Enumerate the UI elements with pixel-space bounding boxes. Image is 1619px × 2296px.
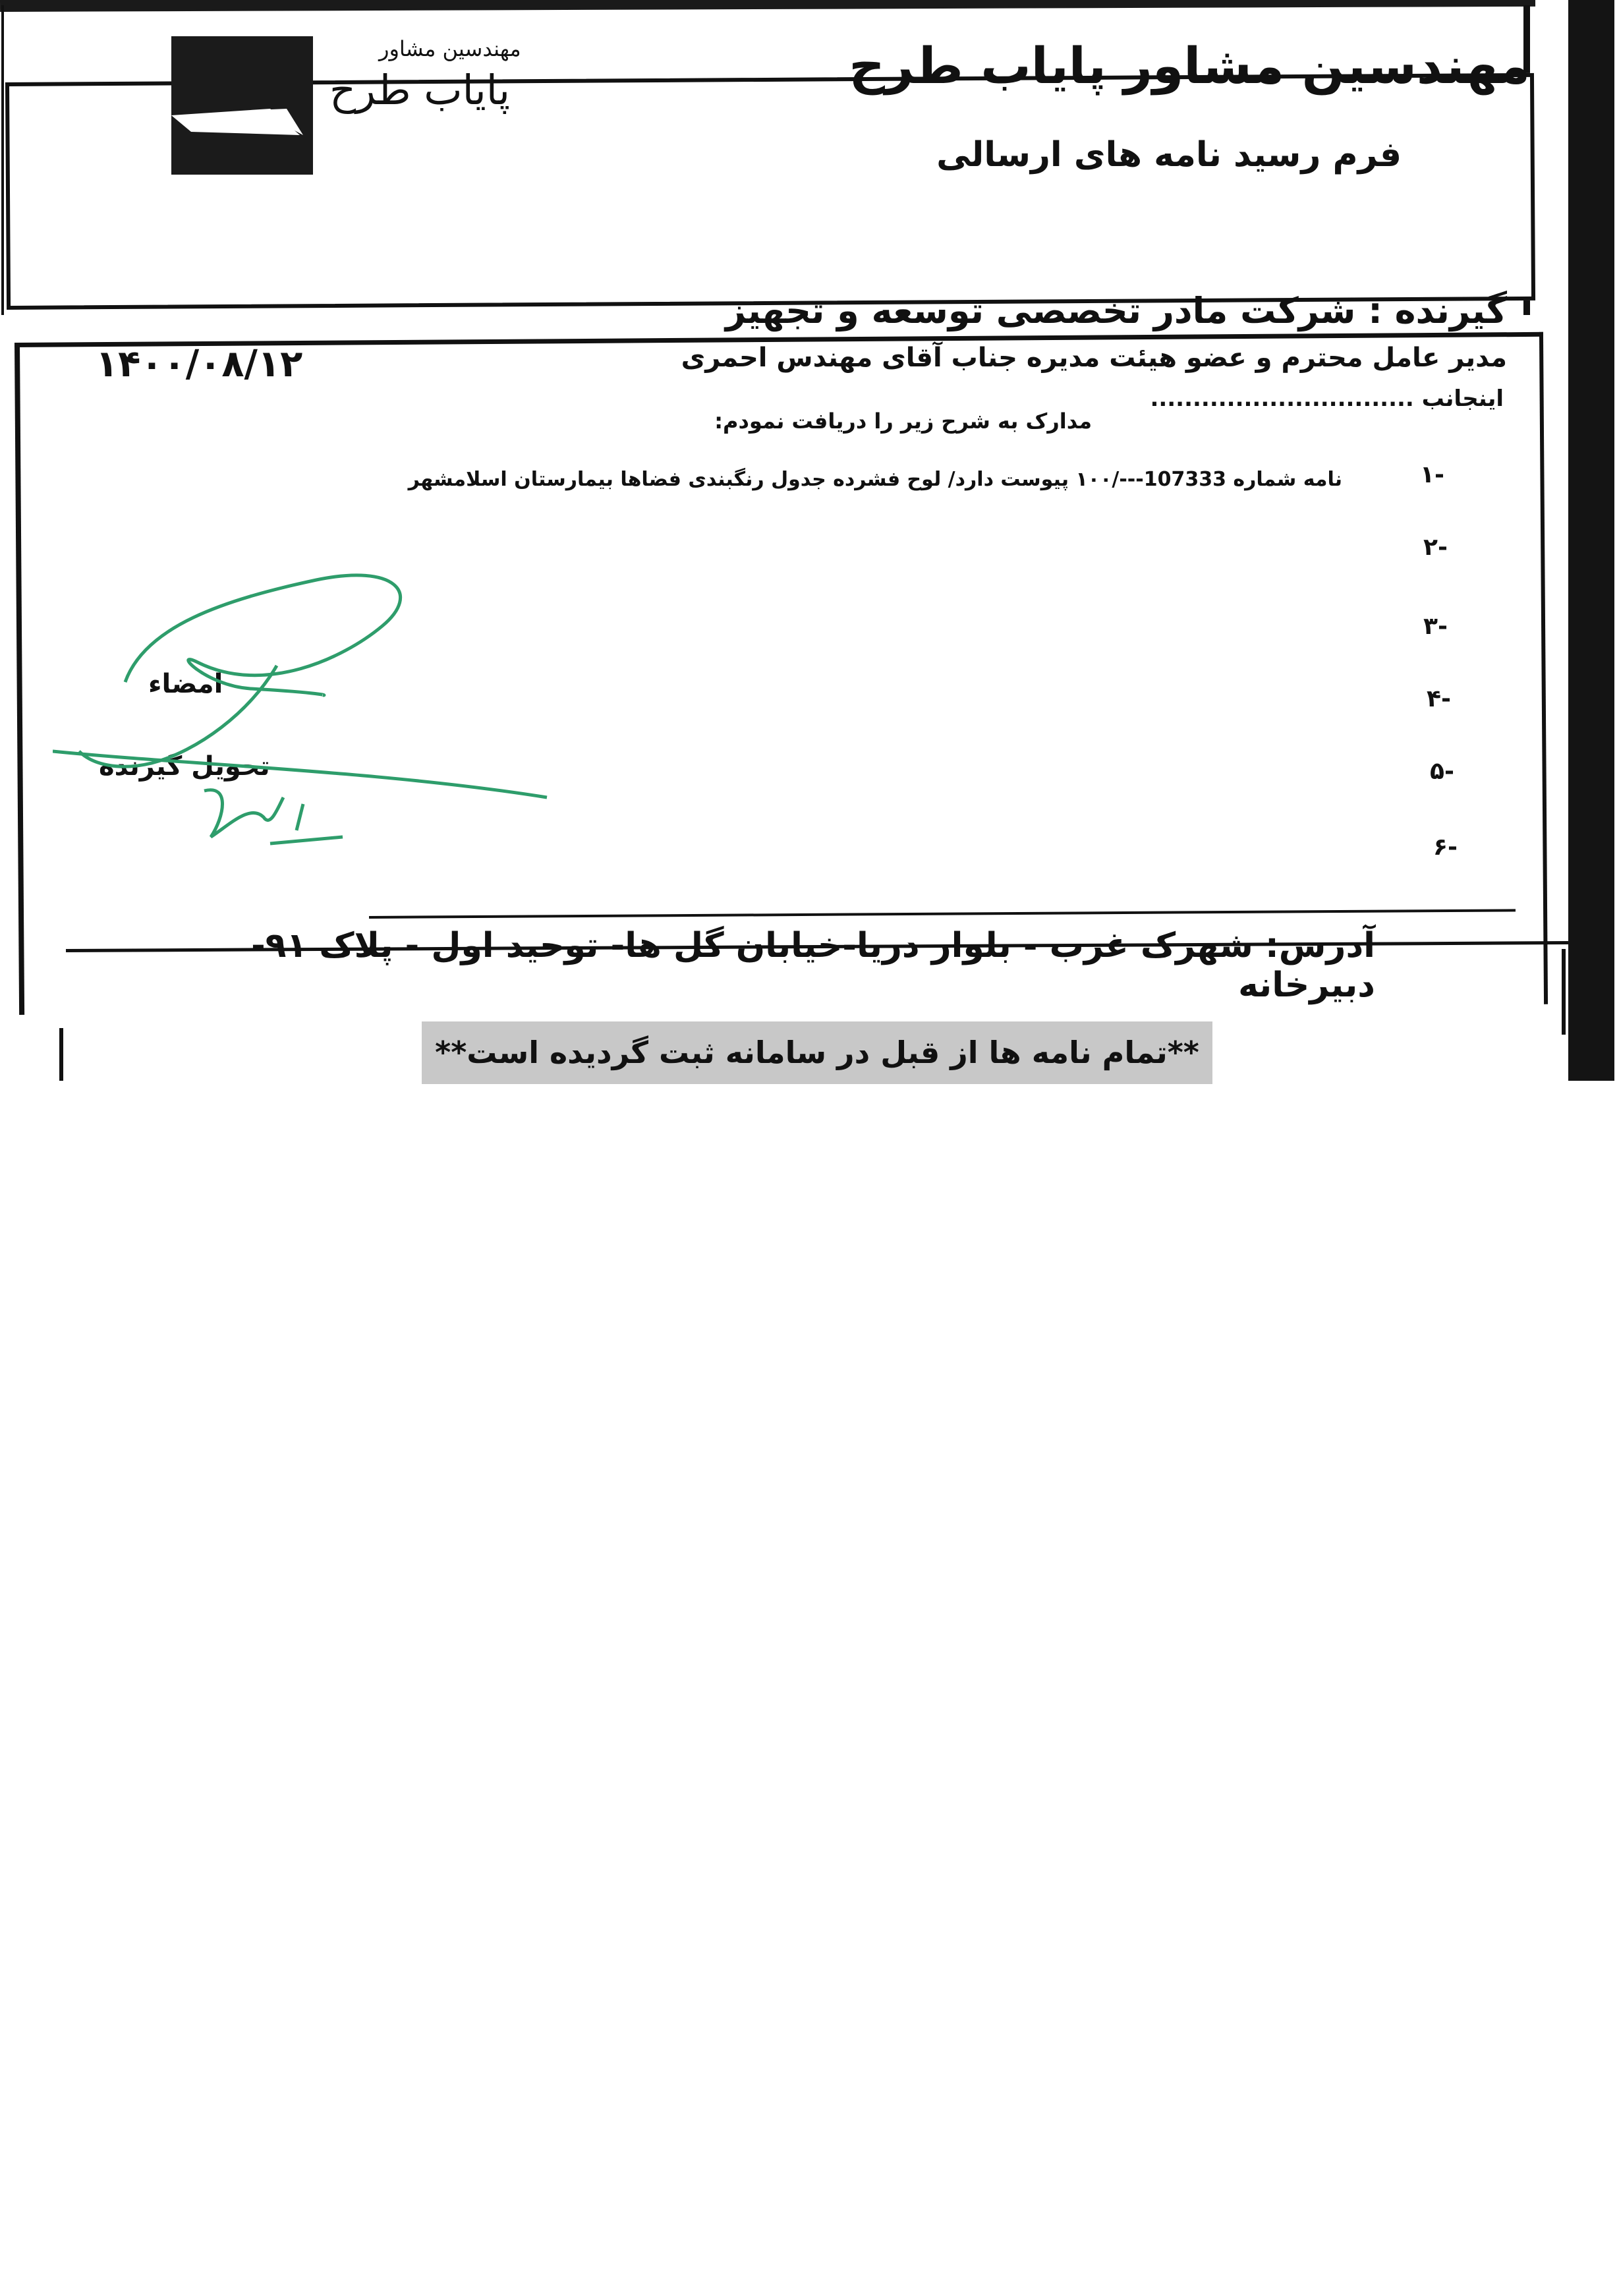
footer-border-right — [1562, 949, 1566, 1035]
address: آدرس: شهرک غرب - بلوار دریا-خیابان گل ها- توحید اول - پلاک ۹۱- دبیرخانه — [251, 926, 1375, 1005]
logo-text-big: پایاب طرح — [329, 66, 510, 114]
item-number: ۲- — [1423, 534, 1448, 561]
received-docs-text: مدارک به شرح زیر را دریافت نمودم: — [714, 409, 1092, 434]
form-title: فرم رسید نامه های ارسالی — [936, 135, 1402, 175]
logo-text-small: مهندسین مشاور — [379, 36, 521, 61]
item-number: ۵- — [1430, 758, 1454, 785]
item-text: نامه شماره 107333---/۱۰۰ پیوست دارد/ لوح فشرده جدول رنگبندی فضاها بیمارستان اسلامشهر — [408, 468, 1342, 491]
company-logo-icon — [171, 36, 313, 175]
handwritten-signature — [53, 554, 580, 870]
item-number: ۱- — [1420, 461, 1444, 488]
letter-date: ۱۴۰۰/۰۸/۱۲ — [96, 343, 303, 386]
item-number: ۶- — [1433, 834, 1458, 861]
ijab-line: اینجانب ............................... — [1150, 386, 1504, 412]
company-name: مهندسین مشاور پایاب طرح — [849, 36, 1530, 95]
deliverer-label: تحویل گیرنده — [99, 751, 270, 782]
item-number: ۴- — [1427, 685, 1451, 712]
notice-banner: **تمام نامه ها از قبل در سامانه ثبت گردیده است** — [422, 1021, 1212, 1084]
recipient-name: گیرنده : شرکت مادر تخصصی توسعه و تجهیز — [725, 290, 1507, 331]
item-number: ۳- — [1423, 613, 1448, 640]
footer-border-left — [59, 1028, 63, 1081]
recipient-title: مدیر عامل محترم و عضو هیئت مدیره جناب آقای مهندس احمری — [681, 343, 1507, 373]
scan-edge-right — [1568, 0, 1614, 1081]
signature-label: امضاء — [148, 669, 223, 699]
